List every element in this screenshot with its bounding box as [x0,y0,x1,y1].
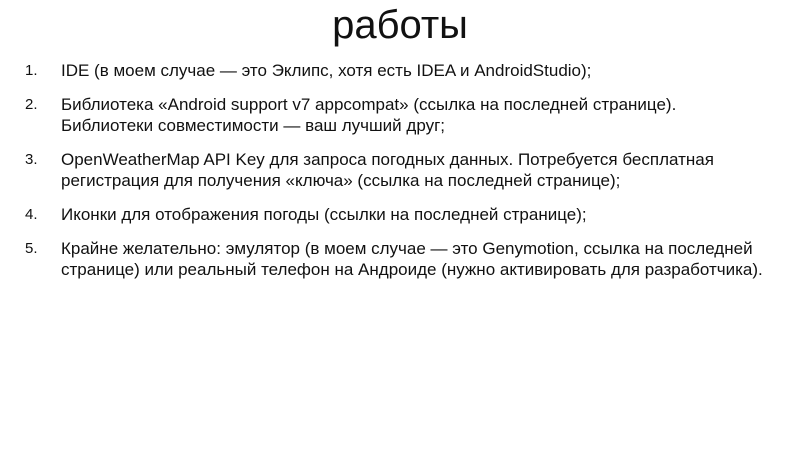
requirements-list [0,60,800,293]
list-item-text: OpenWeatherMap API Key для запроса погодных данных. Потребуется бесплатная регистрация для получения «ключа» (ссылка на последней странице); [61,150,714,190]
list-item-text: Иконки для отображения погоды (ссылки на последней странице); [61,205,587,224]
list-item [0,204,800,225]
list-item [0,238,800,280]
list-item-number: 3. [25,151,38,168]
list-item-number: 2. [25,96,38,113]
list-item [0,149,800,191]
list-item [0,94,800,136]
slide-title: работы [332,3,468,47]
list-item-number: 4. [25,206,38,223]
list-item [0,60,800,81]
list-item-text: Библиотека «Android support v7 appcompat» (ссылка на последней странице). Библиотеки совместимости — ваш лучший друг; [61,95,677,135]
list-item-text: Крайне желательно: эмулятор (в моем случае — это Genymotion, ссылка на последней странице) или реальный телефон на Андроиде (нужно активировать для разработчика). [61,239,763,279]
list-item-number: 1. [25,62,38,79]
list-item-text: IDE (в моем случае — это Эклипс, хотя есть IDEA и AndroidStudio); [61,61,592,80]
list-item-number: 5. [25,240,38,257]
